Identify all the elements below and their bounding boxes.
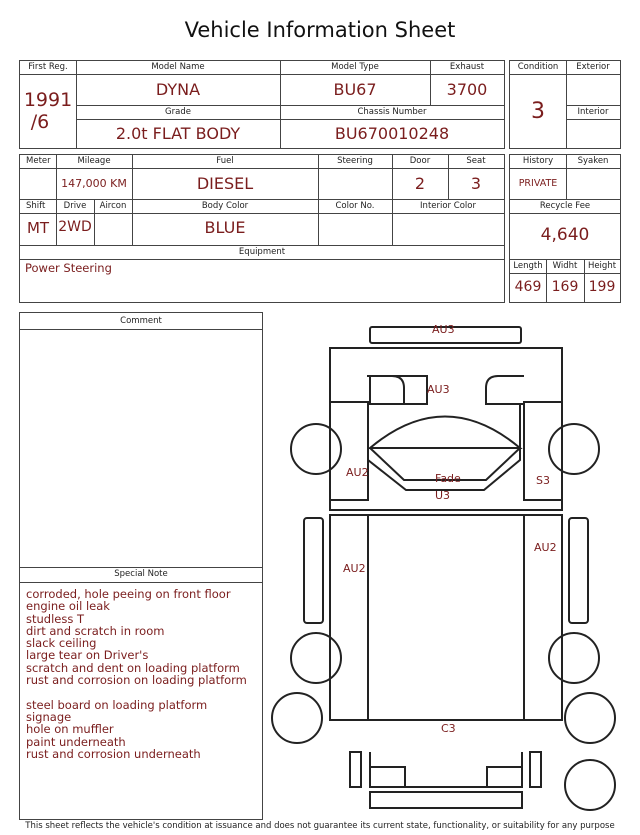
damage-left-side: AU2 bbox=[343, 562, 366, 575]
exhaust-value: 3700 bbox=[446, 80, 488, 99]
seat-label: Seat bbox=[466, 156, 486, 166]
first-reg-month: /6 bbox=[30, 111, 50, 133]
special-note-line: studless T bbox=[26, 611, 85, 626]
width-value: 169 bbox=[551, 279, 579, 295]
damage-hood: AU3 bbox=[427, 383, 450, 396]
length-value: 469 bbox=[514, 279, 542, 295]
special-note-line: engine oil leak bbox=[26, 599, 110, 614]
special-note-line: rust and corrosion underneath bbox=[26, 746, 201, 761]
model-name-value: DYNA bbox=[155, 80, 201, 99]
mileage-label: Mileage bbox=[77, 156, 111, 166]
history-block bbox=[509, 154, 621, 303]
condition-value: 3 bbox=[531, 99, 545, 124]
damage-right-side: AU2 bbox=[534, 541, 557, 554]
page-title: Vehicle Information Sheet bbox=[184, 18, 456, 42]
damage-left-front: AU2 bbox=[346, 466, 369, 479]
model-type-value: BU67 bbox=[333, 80, 377, 99]
special-note-line: rust and corrosion on loading platform bbox=[26, 673, 247, 688]
disclaimer-footer: This sheet reflects the vehicle's condition at issuance and does not guarantee its current state, functionality, or suitability for any purpose bbox=[25, 821, 615, 831]
length-label: Length bbox=[513, 261, 543, 271]
model-type-label: Model Type bbox=[331, 62, 379, 72]
recycle-fee-value: 4,640 bbox=[540, 225, 590, 245]
shift-label: Shift bbox=[26, 201, 46, 211]
door-label: Door bbox=[409, 156, 431, 166]
condition-block bbox=[509, 60, 621, 149]
mileage-value: 147,000 KM bbox=[61, 177, 127, 190]
damage-right-front: S3 bbox=[536, 474, 550, 487]
aircon-label: Aircon bbox=[99, 201, 127, 211]
color-no-label: Color No. bbox=[335, 201, 375, 211]
equipment-label: Equipment bbox=[238, 247, 286, 257]
height-label: Height bbox=[587, 261, 617, 271]
special-note-label: Special Note bbox=[114, 569, 168, 579]
vehicle-detail-info bbox=[19, 154, 505, 303]
truck-damage-diagram bbox=[270, 318, 635, 818]
chassis-number-label: Chassis Number bbox=[357, 107, 427, 117]
damage-rear: C3 bbox=[441, 722, 456, 735]
special-note-line bbox=[26, 686, 260, 698]
height-value: 199 bbox=[588, 279, 616, 295]
comment-panel bbox=[19, 312, 263, 820]
vehicle-basic-info bbox=[19, 60, 505, 149]
fuel-label: Fuel bbox=[216, 156, 234, 166]
special-note-line: dirt and scratch in room bbox=[26, 623, 165, 638]
steering-label: Steering bbox=[337, 156, 373, 166]
exterior-label: Exterior bbox=[576, 62, 610, 72]
model-name-label: Model Name bbox=[151, 62, 205, 72]
syaken-label: Syaken bbox=[577, 156, 609, 166]
interior-label: Interior bbox=[577, 107, 609, 117]
special-note-line: large tear on Driver's bbox=[26, 648, 149, 663]
special-note-line: steel board on loading platform bbox=[26, 697, 208, 712]
chassis-number-value: BU670010248 bbox=[334, 124, 450, 143]
damage-windshield-fade: Fade bbox=[435, 472, 461, 485]
special-note-line: corroded, hole peeing on front floor bbox=[26, 587, 231, 601]
door-value: 2 bbox=[414, 174, 426, 193]
first-reg-year: 1991 bbox=[23, 89, 73, 111]
history-label: History bbox=[522, 156, 554, 166]
meter-label: Meter bbox=[26, 156, 51, 166]
damage-front-bumper: AU3 bbox=[432, 323, 455, 336]
recycle-fee-label: Recycle Fee bbox=[539, 201, 591, 211]
seat-value: 3 bbox=[470, 174, 482, 193]
exhaust-label: Exhaust bbox=[449, 62, 485, 72]
special-note-line: paint underneath bbox=[26, 734, 126, 749]
grade-value: 2.0t FLAT BODY bbox=[115, 124, 241, 143]
first-reg-label: First Reg. bbox=[28, 62, 68, 72]
width-label: Widht bbox=[552, 261, 578, 271]
damage-windshield-u3: U3 bbox=[435, 489, 451, 502]
special-note-line: hole on muffler bbox=[26, 722, 114, 737]
special-note-list bbox=[26, 588, 260, 760]
special-note-line: signage bbox=[26, 709, 72, 724]
fuel-value: DIESEL bbox=[196, 174, 254, 193]
special-note-line: scratch and dent on loading platform bbox=[26, 660, 240, 675]
interior-color-label: Interior Color bbox=[420, 201, 476, 211]
grade-label: Grade bbox=[165, 107, 191, 117]
condition-label: Condition bbox=[517, 62, 559, 72]
comment-label: Comment bbox=[120, 316, 162, 326]
drive-value: 2WD bbox=[58, 219, 92, 235]
equipment-value: Power Steering bbox=[25, 261, 112, 275]
special-note-line: slack ceiling bbox=[26, 636, 97, 651]
history-value: PRIVATE bbox=[518, 178, 558, 189]
shift-value: MT bbox=[26, 219, 50, 237]
body-color-label: Body Color bbox=[201, 201, 249, 211]
drive-label: Drive bbox=[63, 201, 87, 211]
body-color-value: BLUE bbox=[204, 218, 246, 237]
